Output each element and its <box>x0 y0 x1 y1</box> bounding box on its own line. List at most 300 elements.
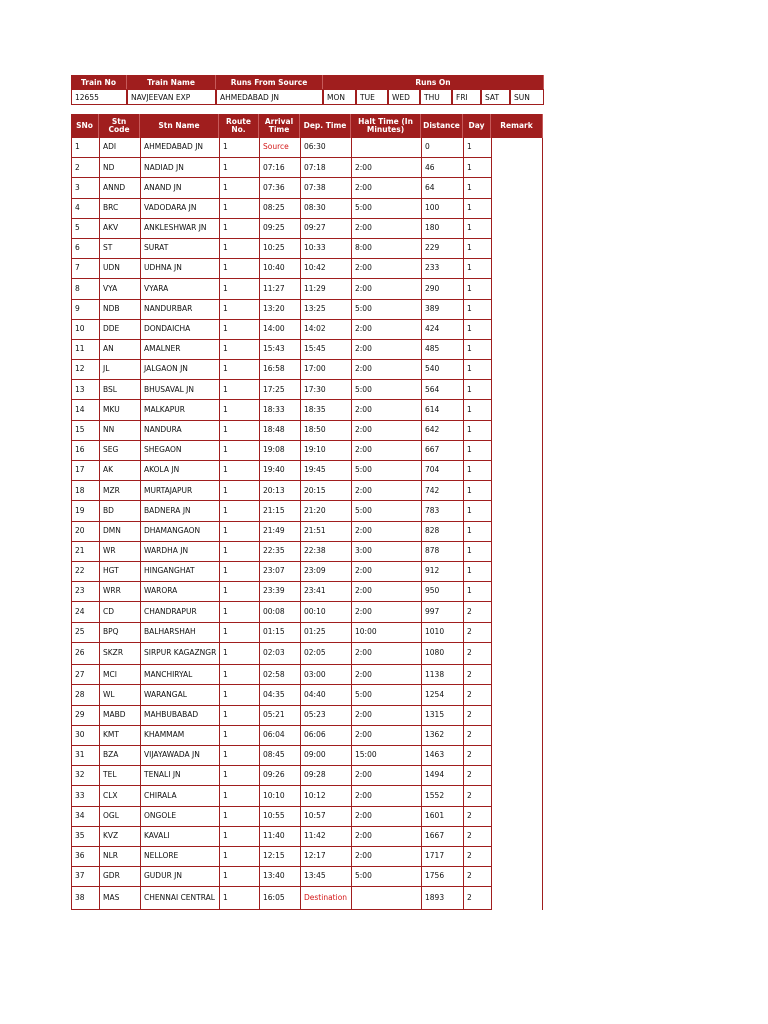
cell-distance: 540 <box>421 360 463 380</box>
cell-sno: 37 <box>71 867 99 887</box>
cell-distance: 1254 <box>421 685 463 705</box>
cell-day: 1 <box>463 138 491 158</box>
cell-stn-name: MALKAPUR <box>140 400 219 420</box>
cell-remark <box>491 746 543 766</box>
cell-route-no: 1 <box>219 360 259 380</box>
cell-day: 2 <box>463 602 491 622</box>
cell-arrival-time: 18:48 <box>259 421 300 441</box>
cell-stn-name: AMALNER <box>140 340 219 360</box>
cell-stn-code: DMN <box>99 522 140 542</box>
cell-remark <box>491 847 543 867</box>
table-row <box>71 158 543 178</box>
cell-arrival-time: 09:25 <box>259 219 300 239</box>
cell-day: 2 <box>463 623 491 643</box>
cell-arrival-time: 19:08 <box>259 441 300 461</box>
cell-halt-time: 2:00 <box>351 665 421 685</box>
cell-day: 2 <box>463 807 491 827</box>
cell-day: 2 <box>463 867 491 887</box>
cell-sno: 27 <box>71 665 99 685</box>
table-row <box>71 582 543 602</box>
cell-distance: 424 <box>421 320 463 340</box>
cell-day: 1 <box>463 461 491 481</box>
cell-remark <box>491 279 543 299</box>
cell-dep-time: 10:12 <box>300 786 351 806</box>
cell-day: 1 <box>463 279 491 299</box>
cell-dep-time: 11:29 <box>300 279 351 299</box>
cell-stn-name: NADIAD JN <box>140 158 219 178</box>
cell-stn-code: DDE <box>99 320 140 340</box>
table-row <box>71 259 543 279</box>
cell-halt-time: 2:00 <box>351 726 421 746</box>
table-row <box>71 786 543 806</box>
cell-dep-time: 01:25 <box>300 623 351 643</box>
cell-stn-name: BADNERA JN <box>140 501 219 521</box>
cell-day: 2 <box>463 726 491 746</box>
cell-remark <box>491 461 543 481</box>
cell-halt-time: 2:00 <box>351 158 421 178</box>
cell-stn-code: JL <box>99 360 140 380</box>
table-row <box>71 219 543 239</box>
cell-distance: 642 <box>421 421 463 441</box>
cell-halt-time: 2:00 <box>351 441 421 461</box>
cell-route-no: 1 <box>219 867 259 887</box>
cell-arrival-time: 02:58 <box>259 665 300 685</box>
cell-distance: 100 <box>421 199 463 219</box>
cell-stn-name: AHMEDABAD JN <box>140 138 219 158</box>
cell-halt-time: 2:00 <box>351 643 421 666</box>
cell-sno: 5 <box>71 219 99 239</box>
cell-arrival-time: 10:25 <box>259 239 300 259</box>
cell-halt-time: 5:00 <box>351 867 421 887</box>
cell-day: 1 <box>463 562 491 582</box>
cell-dep-time: Destination <box>300 887 351 910</box>
table-row <box>71 461 543 481</box>
table-row <box>71 602 543 622</box>
cell-dep-time: 03:00 <box>300 665 351 685</box>
cell-stn-name: CHIRALA <box>140 786 219 806</box>
cell-dep-time: 22:38 <box>300 542 351 562</box>
cell-day: 1 <box>463 522 491 542</box>
cell-stn-name: NELLORE <box>140 847 219 867</box>
cell-stn-code: AKV <box>99 219 140 239</box>
cell-remark <box>491 199 543 219</box>
cell-distance: 1362 <box>421 726 463 746</box>
cell-dep-time: 05:23 <box>300 706 351 726</box>
cell-dep-time: 21:51 <box>300 522 351 542</box>
cell-day: 1 <box>463 158 491 178</box>
cell-route-no: 1 <box>219 522 259 542</box>
cell-arrival-time: 08:45 <box>259 746 300 766</box>
cell-sno: 38 <box>71 887 99 910</box>
cell-day: 1 <box>463 300 491 320</box>
cell-remark <box>491 643 543 666</box>
cell-day: 1 <box>463 199 491 219</box>
cell-dep-time: 04:40 <box>300 685 351 705</box>
cell-remark <box>491 300 543 320</box>
cell-stn-code: AN <box>99 340 140 360</box>
cell-dep-time: 23:09 <box>300 562 351 582</box>
cell-halt-time: 5:00 <box>351 685 421 705</box>
cell-dep-time: 10:57 <box>300 807 351 827</box>
cell-sno: 8 <box>71 279 99 299</box>
cell-arrival-time: 16:05 <box>259 887 300 910</box>
table-row <box>71 441 543 461</box>
cell-day: 1 <box>463 219 491 239</box>
cell-sno: 13 <box>71 380 99 400</box>
cell-halt-time: 2:00 <box>351 522 421 542</box>
cell-halt-time: 3:00 <box>351 542 421 562</box>
cell-remark <box>491 421 543 441</box>
cell-sno: 24 <box>71 602 99 622</box>
day-sat: SAT <box>481 89 510 105</box>
schedule-table <box>71 114 543 910</box>
cell-distance: 997 <box>421 602 463 622</box>
train-no: 12655 <box>71 89 127 105</box>
cell-stn-name: CHENNAI CENTRAL <box>140 887 219 910</box>
cell-stn-code: KVZ <box>99 827 140 847</box>
cell-arrival-time: 06:04 <box>259 726 300 746</box>
cell-halt-time: 2:00 <box>351 421 421 441</box>
cell-day: 1 <box>463 481 491 501</box>
table-row <box>71 665 543 685</box>
cell-remark <box>491 441 543 461</box>
cell-stn-code: NLR <box>99 847 140 867</box>
cell-remark <box>491 320 543 340</box>
cell-halt-time: 2:00 <box>351 766 421 786</box>
cell-stn-name: DONDAICHA <box>140 320 219 340</box>
cell-sno: 20 <box>71 522 99 542</box>
cell-stn-code: SEG <box>99 441 140 461</box>
cell-day: 2 <box>463 643 491 666</box>
cell-distance: 1601 <box>421 807 463 827</box>
cell-dep-time: 07:38 <box>300 178 351 198</box>
table-row <box>71 481 543 501</box>
cell-stn-code: AK <box>99 461 140 481</box>
cell-day: 1 <box>463 239 491 259</box>
cell-stn-name: TENALI JN <box>140 766 219 786</box>
cell-dep-time: 17:00 <box>300 360 351 380</box>
cell-distance: 1138 <box>421 665 463 685</box>
table-row <box>71 522 543 542</box>
cell-halt-time: 2:00 <box>351 481 421 501</box>
cell-day: 1 <box>463 259 491 279</box>
cell-arrival-time: 11:40 <box>259 827 300 847</box>
cell-sno: 1 <box>71 138 99 158</box>
col-remark: Remark <box>491 114 543 138</box>
cell-halt-time: 5:00 <box>351 461 421 481</box>
table-row <box>71 867 543 887</box>
cell-route-no: 1 <box>219 441 259 461</box>
cell-stn-code: MABD <box>99 706 140 726</box>
cell-halt-time: 2:00 <box>351 279 421 299</box>
col-train-no: Train No <box>71 75 127 89</box>
table-row <box>71 320 543 340</box>
cell-stn-name: GUDUR JN <box>140 867 219 887</box>
cell-day: 1 <box>463 542 491 562</box>
cell-sno: 19 <box>71 501 99 521</box>
day-fri: FRI <box>452 89 481 105</box>
cell-distance: 912 <box>421 562 463 582</box>
train-info-header <box>71 75 544 89</box>
cell-remark <box>491 867 543 887</box>
cell-route-no: 1 <box>219 239 259 259</box>
table-row <box>71 847 543 867</box>
cell-arrival-time: 10:55 <box>259 807 300 827</box>
cell-arrival-time: 15:43 <box>259 340 300 360</box>
table-row <box>71 199 543 219</box>
cell-distance: 64 <box>421 178 463 198</box>
day-thu: THU <box>420 89 452 105</box>
cell-stn-name: BHUSAVAL JN <box>140 380 219 400</box>
cell-dep-time: 06:30 <box>300 138 351 158</box>
cell-route-no: 1 <box>219 542 259 562</box>
cell-halt-time: 10:00 <box>351 623 421 643</box>
cell-stn-code: ST <box>99 239 140 259</box>
cell-dep-time: 20:15 <box>300 481 351 501</box>
cell-halt-time: 2:00 <box>351 400 421 420</box>
cell-route-no: 1 <box>219 786 259 806</box>
cell-day: 1 <box>463 501 491 521</box>
cell-distance: 1010 <box>421 623 463 643</box>
cell-route-no: 1 <box>219 726 259 746</box>
cell-sno: 18 <box>71 481 99 501</box>
cell-dep-time: 06:06 <box>300 726 351 746</box>
cell-stn-name: NANDURBAR <box>140 300 219 320</box>
cell-arrival-time: 10:40 <box>259 259 300 279</box>
cell-distance: 828 <box>421 522 463 542</box>
cell-halt-time: 8:00 <box>351 239 421 259</box>
cell-stn-name: MAHBUBABAD <box>140 706 219 726</box>
cell-route-no: 1 <box>219 706 259 726</box>
cell-sno: 32 <box>71 766 99 786</box>
cell-arrival-time: 07:16 <box>259 158 300 178</box>
train-info-table <box>71 75 544 105</box>
cell-distance: 233 <box>421 259 463 279</box>
cell-distance: 1080 <box>421 643 463 666</box>
cell-route-no: 1 <box>219 582 259 602</box>
cell-route-no: 1 <box>219 827 259 847</box>
table-row <box>71 421 543 441</box>
cell-halt-time: 2:00 <box>351 340 421 360</box>
cell-route-no: 1 <box>219 138 259 158</box>
cell-arrival-time: 21:49 <box>259 522 300 542</box>
cell-dep-time: 18:50 <box>300 421 351 441</box>
cell-day: 2 <box>463 827 491 847</box>
cell-route-no: 1 <box>219 766 259 786</box>
cell-sno: 7 <box>71 259 99 279</box>
cell-distance: 878 <box>421 542 463 562</box>
cell-remark <box>491 562 543 582</box>
cell-arrival-time: 13:40 <box>259 867 300 887</box>
cell-stn-name: SIRPUR KAGAZNGR <box>140 643 219 666</box>
cell-day: 2 <box>463 847 491 867</box>
cell-day: 1 <box>463 320 491 340</box>
cell-route-no: 1 <box>219 300 259 320</box>
cell-sno: 21 <box>71 542 99 562</box>
cell-day: 2 <box>463 665 491 685</box>
cell-stn-name: ANKLESHWAR JN <box>140 219 219 239</box>
cell-route-no: 1 <box>219 501 259 521</box>
cell-dep-time: 14:02 <box>300 320 351 340</box>
cell-sno: 3 <box>71 178 99 198</box>
cell-sno: 23 <box>71 582 99 602</box>
cell-stn-code: ADI <box>99 138 140 158</box>
cell-stn-code: BRC <box>99 199 140 219</box>
cell-remark <box>491 340 543 360</box>
cell-arrival-time: 01:15 <box>259 623 300 643</box>
cell-distance: 1463 <box>421 746 463 766</box>
table-row <box>71 562 543 582</box>
cell-remark <box>491 178 543 198</box>
cell-arrival-time: 22:35 <box>259 542 300 562</box>
cell-day: 1 <box>463 178 491 198</box>
cell-distance: 667 <box>421 441 463 461</box>
cell-arrival-time: 02:03 <box>259 643 300 666</box>
cell-stn-name: JALGAON JN <box>140 360 219 380</box>
cell-route-no: 1 <box>219 665 259 685</box>
cell-halt-time: 5:00 <box>351 380 421 400</box>
col-halt-time: Halt Time (In Minutes) <box>351 114 421 138</box>
cell-remark <box>491 685 543 705</box>
cell-day: 2 <box>463 746 491 766</box>
cell-stn-code: ANND <box>99 178 140 198</box>
cell-route-no: 1 <box>219 259 259 279</box>
cell-stn-code: BD <box>99 501 140 521</box>
cell-stn-name: BALHARSHAH <box>140 623 219 643</box>
cell-route-no: 1 <box>219 602 259 622</box>
day-wed: WED <box>388 89 420 105</box>
cell-remark <box>491 158 543 178</box>
cell-distance: 290 <box>421 279 463 299</box>
cell-arrival-time: 07:36 <box>259 178 300 198</box>
table-row <box>71 400 543 420</box>
cell-arrival-time: 10:10 <box>259 786 300 806</box>
cell-remark <box>491 887 543 910</box>
table-row <box>71 501 543 521</box>
cell-day: 1 <box>463 400 491 420</box>
table-row <box>71 300 543 320</box>
cell-dep-time: 21:20 <box>300 501 351 521</box>
train-info-row <box>71 89 544 105</box>
cell-dep-time: 11:42 <box>300 827 351 847</box>
cell-stn-name: KAVALI <box>140 827 219 847</box>
table-row <box>71 340 543 360</box>
cell-remark <box>491 807 543 827</box>
cell-remark <box>491 726 543 746</box>
cell-dep-time: 15:45 <box>300 340 351 360</box>
cell-halt-time: 2:00 <box>351 562 421 582</box>
cell-dep-time: 13:45 <box>300 867 351 887</box>
cell-stn-name: WARANGAL <box>140 685 219 705</box>
cell-dep-time: 19:45 <box>300 461 351 481</box>
col-day: Day <box>463 114 491 138</box>
cell-distance: 180 <box>421 219 463 239</box>
cell-stn-name: MANCHIRYAL <box>140 665 219 685</box>
cell-day: 1 <box>463 441 491 461</box>
cell-arrival-time: 19:40 <box>259 461 300 481</box>
cell-stn-code: VYA <box>99 279 140 299</box>
cell-halt-time: 2:00 <box>351 320 421 340</box>
cell-day: 1 <box>463 380 491 400</box>
table-row <box>71 360 543 380</box>
cell-stn-code: CLX <box>99 786 140 806</box>
cell-day: 1 <box>463 582 491 602</box>
cell-halt-time <box>351 138 421 158</box>
cell-stn-name: VIJAYAWADA JN <box>140 746 219 766</box>
cell-dep-time: 19:10 <box>300 441 351 461</box>
cell-route-no: 1 <box>219 340 259 360</box>
cell-stn-code: KMT <box>99 726 140 746</box>
cell-sno: 26 <box>71 643 99 666</box>
train-source: AHMEDABAD JN <box>216 89 323 105</box>
cell-stn-code: SKZR <box>99 643 140 666</box>
cell-route-no: 1 <box>219 807 259 827</box>
cell-dep-time: 12:17 <box>300 847 351 867</box>
table-row <box>71 685 543 705</box>
cell-route-no: 1 <box>219 320 259 340</box>
cell-stn-code: OGL <box>99 807 140 827</box>
cell-remark <box>491 400 543 420</box>
cell-sno: 35 <box>71 827 99 847</box>
cell-sno: 4 <box>71 199 99 219</box>
cell-stn-code: HGT <box>99 562 140 582</box>
cell-stn-name: SHEGAON <box>140 441 219 461</box>
cell-route-no: 1 <box>219 421 259 441</box>
cell-sno: 2 <box>71 158 99 178</box>
cell-sno: 17 <box>71 461 99 481</box>
cell-day: 2 <box>463 786 491 806</box>
cell-halt-time: 2:00 <box>351 807 421 827</box>
table-row <box>71 827 543 847</box>
cell-stn-code: NDB <box>99 300 140 320</box>
cell-dep-time: 23:41 <box>300 582 351 602</box>
cell-route-no: 1 <box>219 219 259 239</box>
cell-stn-name: ANAND JN <box>140 178 219 198</box>
cell-dep-time: 17:30 <box>300 380 351 400</box>
cell-stn-code: BPQ <box>99 623 140 643</box>
cell-distance: 46 <box>421 158 463 178</box>
cell-halt-time: 2:00 <box>351 602 421 622</box>
cell-halt-time: 2:00 <box>351 219 421 239</box>
cell-arrival-time: 23:07 <box>259 562 300 582</box>
cell-stn-name: SURAT <box>140 239 219 259</box>
cell-sno: 11 <box>71 340 99 360</box>
cell-day: 2 <box>463 706 491 726</box>
cell-distance: 614 <box>421 400 463 420</box>
col-stn-name: Stn Name <box>140 114 219 138</box>
cell-halt-time: 2:00 <box>351 360 421 380</box>
cell-route-no: 1 <box>219 380 259 400</box>
cell-stn-name: WARORA <box>140 582 219 602</box>
cell-stn-code: BSL <box>99 380 140 400</box>
cell-remark <box>491 380 543 400</box>
cell-day: 2 <box>463 685 491 705</box>
cell-distance: 1667 <box>421 827 463 847</box>
cell-stn-name: VYARA <box>140 279 219 299</box>
cell-halt-time: 2:00 <box>351 786 421 806</box>
cell-stn-name: VADODARA JN <box>140 199 219 219</box>
cell-dep-time: 08:30 <box>300 199 351 219</box>
cell-day: 2 <box>463 887 491 910</box>
cell-distance: 1756 <box>421 867 463 887</box>
cell-route-no: 1 <box>219 887 259 910</box>
cell-stn-code: TEL <box>99 766 140 786</box>
col-route-no: Route No. <box>219 114 259 138</box>
cell-arrival-time: 16:58 <box>259 360 300 380</box>
cell-stn-code: WL <box>99 685 140 705</box>
col-stn-code: Stn Code <box>99 114 140 138</box>
cell-distance: 0 <box>421 138 463 158</box>
